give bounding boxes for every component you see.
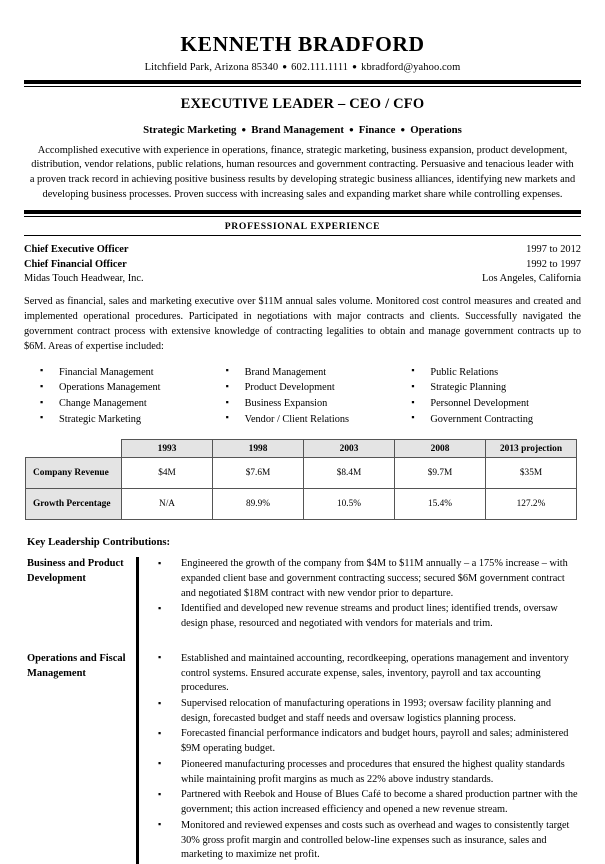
- contact-phone: 602.111.1111: [291, 61, 349, 73]
- list-item: ▪ Identified and developed new revenue streams and product lines; identified trends, oversaw design phase, resourced and negotiated with vendors for materials and trim.: [154, 602, 581, 631]
- bullet-separator-icon: ●: [400, 124, 406, 134]
- contribution-group-label: Operations and Fiscal Management: [27, 652, 126, 679]
- divider-thick-bar: [24, 80, 581, 84]
- specialties-line: [24, 124, 581, 136]
- table-cell: $7.6M: [213, 458, 304, 489]
- table-column-header: 2013 projection: [486, 440, 577, 458]
- table-column-header: 2008: [395, 440, 486, 458]
- list-item: ▪ Strategic Marketing: [38, 412, 210, 428]
- specialty-item: Finance: [358, 123, 396, 136]
- table-cell: 10.5%: [304, 489, 395, 520]
- key-contributions-title: Key Leadership Contributions:: [27, 536, 171, 549]
- table-cell: $4M: [122, 458, 213, 489]
- job-title: Chief Executive Officer: [24, 244, 129, 256]
- divider-thick-bar: [24, 210, 581, 214]
- divider-thin-line: [24, 86, 581, 87]
- table-row: [26, 489, 577, 520]
- table-row-header: Company Revenue: [26, 458, 122, 489]
- specialty-item: Brand Management: [251, 123, 344, 136]
- revenue-metrics-table: [25, 439, 577, 520]
- table-column-header: 1998: [213, 440, 304, 458]
- specialty-item: Strategic Marketing: [143, 123, 237, 136]
- list-item: ▪ Forecasted financial performance indicators and budget hours, payroll and sales; administered $9M operating budget.: [154, 727, 581, 756]
- expertise-column: [210, 365, 396, 428]
- expertise-column: [395, 365, 581, 428]
- table-cell: 89.9%: [213, 489, 304, 520]
- table-cell: N/A: [122, 489, 213, 520]
- table-row: [26, 458, 577, 489]
- expertise-column-list: [38, 365, 210, 428]
- divider-thin-line: [24, 216, 581, 217]
- section-title-professional-experience: PROFESSIONAL EXPERIENCE: [224, 220, 381, 232]
- list-item: ▪ Vendor / Client Relations: [224, 412, 396, 428]
- list-item: ▪ Partnered with Reebok and House of Blues Café to become a shared production partner with the government; this action increased efficiency and opened a new revenue stream.: [154, 788, 581, 817]
- list-item: ▪ Product Development: [224, 380, 396, 396]
- list-item: ▪ Pioneered manufacturing processes and procedures that ensured the highest quality standards while maintaining profit margins as much as 22% above industry standards.: [154, 758, 581, 787]
- list-item: ▪ Financial Management: [38, 365, 210, 381]
- contact-line: [24, 62, 581, 73]
- table-header-row: [26, 440, 577, 458]
- list-item: ▪ Change Management: [38, 396, 210, 412]
- contact-location: Litchfield Park, Arizona 85340: [144, 61, 279, 73]
- list-item: ▪ Brand Management: [224, 365, 396, 381]
- table-cell: $9.7M: [395, 458, 486, 489]
- table-cell: 127.2%: [486, 489, 577, 520]
- table-column-header: 2003: [304, 440, 395, 458]
- list-item: ▪ Strategic Planning: [409, 380, 581, 396]
- list-item: ▪ Monitored and reviewed expenses and costs such as overhead and wages to consistently target 30% gross profit margin and controlled below-line expenses such as insurance, sales and marketing to maximize net profit.: [154, 819, 581, 863]
- headline-title: EXECUTIVE LEADER – CEO / CFO: [180, 95, 425, 112]
- table-cell: $35M: [486, 458, 577, 489]
- list-item: ▪ Business Expansion: [224, 396, 396, 412]
- bullet-separator-icon: ●: [348, 124, 354, 134]
- list-item: ▪ Government Contracting: [409, 412, 581, 428]
- contribution-item-list: [136, 557, 581, 633]
- bullet-separator-icon: ●: [352, 61, 358, 71]
- table-body: [26, 458, 577, 520]
- list-item: ▪ Personnel Development: [409, 396, 581, 412]
- job-title-row: [24, 243, 581, 257]
- professional-summary: Accomplished executive with experience in operations, finance, strategic marketing, business expansion, product development, distribution, vendor relations, public relations, human resources and government contracting. Persuasive and tenacious leader with a proven track record in achieving positive business results by developing strategic business alliances, identifying new markets and developing business processes. Proven success with increasing sales and expanding market share while controlling expenses.: [29, 144, 576, 200]
- contributions-section: [24, 557, 581, 864]
- contribution-item-list: [136, 652, 581, 864]
- section-underline: [24, 235, 581, 237]
- resume-page: [0, 32, 605, 861]
- table-header: [26, 440, 577, 458]
- bullet-separator-icon: ●: [241, 124, 247, 134]
- table-corner-cell: [26, 440, 122, 458]
- job-description: Served as financial, sales and marketing executive over $11M annual sales volume. Monitored cost control measures and created and implemented operational procedures. Participated in negotiations with major contracts and clients. Successfully navigated the government contract process with extensive knowledge of contracting legalities to obtain and manage government contracts up to $6M. Areas of expertise included:: [24, 295, 581, 352]
- list-item: ▪ Established and maintained accounting, recordkeeping, operations management and inventory control systems. Ensured accurate expense, sales, inventory, payroll and tax accounting procedures.: [154, 652, 581, 696]
- job-title: Chief Financial Officer: [24, 258, 127, 270]
- list-item: ▪ Operations Management: [38, 380, 210, 396]
- expertise-column-list: [409, 365, 581, 428]
- contribution-group-label: Business and Product Development: [27, 558, 124, 585]
- expertise-column-list: [224, 365, 396, 428]
- table-row-header: Growth Percentage: [26, 489, 122, 520]
- contact-email: kbradford@yahoo.com: [361, 61, 461, 73]
- specialty-item: Operations: [410, 123, 462, 136]
- contributions-vertical-divider: [136, 557, 139, 864]
- company-name: Midas Touch Headwear, Inc.: [24, 273, 144, 285]
- list-item: ▪ Engineered the growth of the company from $4M to $11M annually – a 175% increase – with expanded client base and government contracting success; secured $6M government contract and negotiated $18M contract with new vendor prior to departure.: [154, 557, 581, 601]
- table-cell: $8.4M: [304, 458, 395, 489]
- company-location: Los Angeles, California: [482, 273, 581, 285]
- table-column-header: 1993: [122, 440, 213, 458]
- table-cell: 15.4%: [395, 489, 486, 520]
- expertise-column: [24, 365, 210, 428]
- job-dates: 1992 to 1997: [526, 258, 581, 270]
- list-item: ▪ Public Relations: [409, 365, 581, 381]
- candidate-name: KENNETH BRADFORD: [180, 32, 425, 56]
- contribution-group: [24, 557, 581, 633]
- contribution-group: [24, 652, 581, 864]
- bullet-separator-icon: ●: [282, 61, 288, 71]
- list-item: ▪ Supervised relocation of manufacturing operations in 1993; oversaw facility planning and design, forecasted budget and staff needs and oversaw logistics planning process.: [154, 697, 581, 726]
- job-title-row: [24, 258, 581, 272]
- job-company-row: [24, 272, 581, 286]
- job-dates: 1997 to 2012: [526, 244, 581, 256]
- expertise-list: [24, 365, 581, 428]
